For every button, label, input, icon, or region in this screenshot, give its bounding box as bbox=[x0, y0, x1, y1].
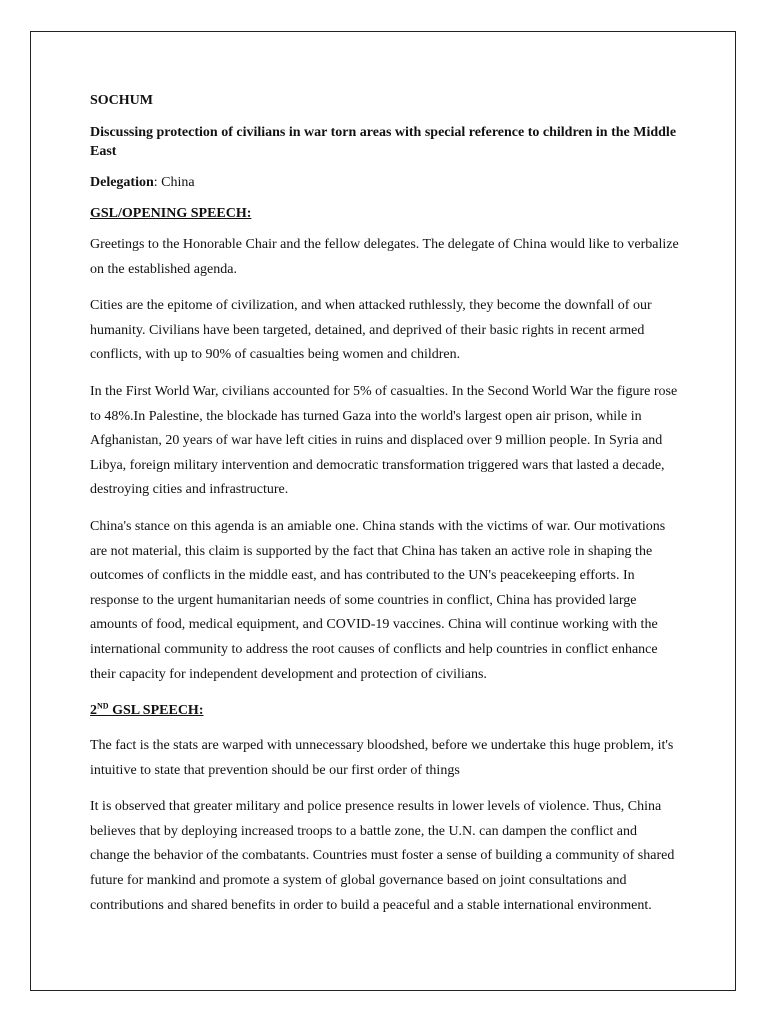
opening-paragraph: China's stance on this agenda is an amiable one. China stands with the victims of war. Our motivations are not material, this claim is supported by the fact that China has taken an active role in shaping the outcomes of conflicts in the middle east, and has contributed to the UN's peacekeeping efforts. In response to the urgent humanitarian needs of some countries in conflict, China has provided large amounts of food, medical equipment, and COVID-19 vaccines. China will continue working with the international community to address the root causes of conflicts and help countries in conflict enhance their capacity for independent development and protection of civilians. bbox=[90, 518, 666, 682]
second-paragraph: The fact is the stats are warped with unnecessary bloodshed, before we undertake this huge problem, it's intuitive to state that prevention should be our first order of things bbox=[90, 738, 674, 778]
heading-text: GSL SPEECH: bbox=[108, 703, 204, 719]
delegation-label: Delegation bbox=[90, 175, 154, 190]
delegation-separator: : bbox=[153, 175, 162, 190]
delegation-line bbox=[90, 174, 680, 192]
heading-ordinal-suffix: ND bbox=[97, 701, 109, 711]
delegation-value: China bbox=[161, 175, 195, 190]
document-body bbox=[90, 92, 680, 918]
opening-paragraph: Cities are the epitome of civilization, and when attacked ruthlessly, they become the downfall of our humanity. Civilians have been targeted, detained, and deprived of their basic rights in recent armed conflicts, with up to 90% of casualties being women and children. bbox=[90, 298, 652, 363]
committee-name: SOCHUM bbox=[90, 93, 153, 108]
heading-number: 2 bbox=[90, 703, 97, 719]
opening-paragraph: Greetings to the Honorable Chair and the fellow delegates. The delegate of China would like to verbalize on the established agenda. bbox=[90, 237, 679, 277]
opening-speech-heading: GSL/OPENING SPEECH: bbox=[90, 206, 252, 221]
opening-paragraph: In the First World War, civilians accounted for 5% of casualties. In the Second World War the figure rose to 48%.In Palestine, the blockade has turned Gaza into the world's largest open air prison, while in Afghanistan, 20 years of war have left cities in ruins and displaced over 9 million people. In Syria and Libya, foreign military intervention and democratic transformation triggered wars that lasted a decade, destroying cities and infrastructure. bbox=[90, 383, 678, 498]
agenda-title: Discussing protection of civilians in war torn areas with special reference to children in the Middle East bbox=[90, 125, 677, 159]
second-paragraph: It is observed that greater military and police presence results in lower levels of violence. Thus, China believes that by deploying increased troops to a battle zone, the U.N. can dampen the conflict and change the behavior of the combatants. Countries must foster a sense of building a community of shared future for mankind and promote a system of global governance based on joint consultations and contributions and shared benefits in order to build a peaceful and a stable international environment. bbox=[90, 799, 675, 913]
second-speech-heading bbox=[90, 702, 680, 720]
